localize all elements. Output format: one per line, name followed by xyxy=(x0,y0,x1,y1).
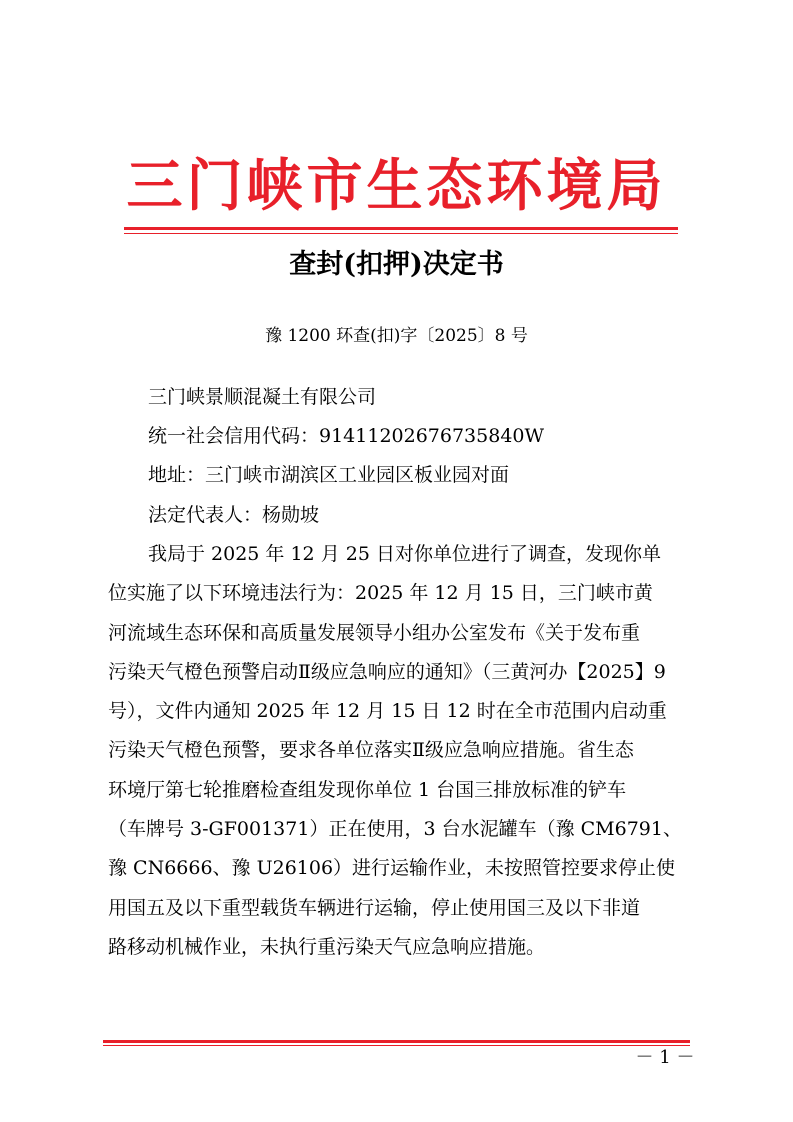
body-line: 路移动机械作业，未执行重污染天气应急响应措施。 xyxy=(108,936,546,958)
body-line: 用国五及以下重型载货车辆进行运输，停止使用国三及以下非道 xyxy=(108,897,641,919)
body-line: 环境厅第七轮推磨检查组发现你单位 1 台国三排放标准的铲车 xyxy=(108,779,627,801)
body-line: 豫 CN6666、豫 U26106）进行运输作业，未按照管控要求停止使 xyxy=(108,857,676,879)
header-rule-thick xyxy=(124,227,678,230)
recipient-address: 地址：三门峡市湖滨区工业园区板业园对面 xyxy=(148,464,510,486)
body-line: 号），文件内通知 2025 年 12 月 15 日 12 时在全市范围内启动重 xyxy=(108,700,667,722)
org-title: 三门峡市生态环境局 xyxy=(126,153,667,219)
recipient-company: 三门峡景顺混凝土有限公司 xyxy=(148,386,377,408)
footer-rule-thick xyxy=(103,1040,690,1043)
body-line: 污染天气橙色预警启动Ⅱ级应急响应的通知》（三黄河办【2025】9 xyxy=(108,661,666,683)
document-title: 查封(扣押)决定书 xyxy=(289,249,504,280)
recipient-legal-rep: 法定代表人：杨勋坡 xyxy=(148,504,320,526)
body-line: 位实施了以下环境违法行为：2025 年 12 月 15 日，三门峡市黄 xyxy=(108,582,653,604)
body-line: 污染天气橙色预警，要求各单位落实Ⅱ级应急响应措施。省生态 xyxy=(108,739,634,761)
document-number: 豫 1200 环查(扣)字〔2025〕8 号 xyxy=(265,326,528,346)
recipient-credit-code: 统一社会信用代码：91411202676735840W xyxy=(148,425,545,447)
body-line: （车牌号 3-GF001371）正在使用，3 台水泥罐车（豫 CM6791、 xyxy=(108,818,682,840)
body-line: 我局于 2025 年 12 月 25 日对你单位进行了调查，发现你单 xyxy=(148,543,661,565)
header-rule-thin xyxy=(124,233,678,234)
page-number: － 1 － xyxy=(635,1047,695,1068)
body-line: 河流域生态环保和高质量发展领导小组办公室发布《关于发布重 xyxy=(108,622,641,644)
footer-rule-thin xyxy=(103,1045,690,1046)
